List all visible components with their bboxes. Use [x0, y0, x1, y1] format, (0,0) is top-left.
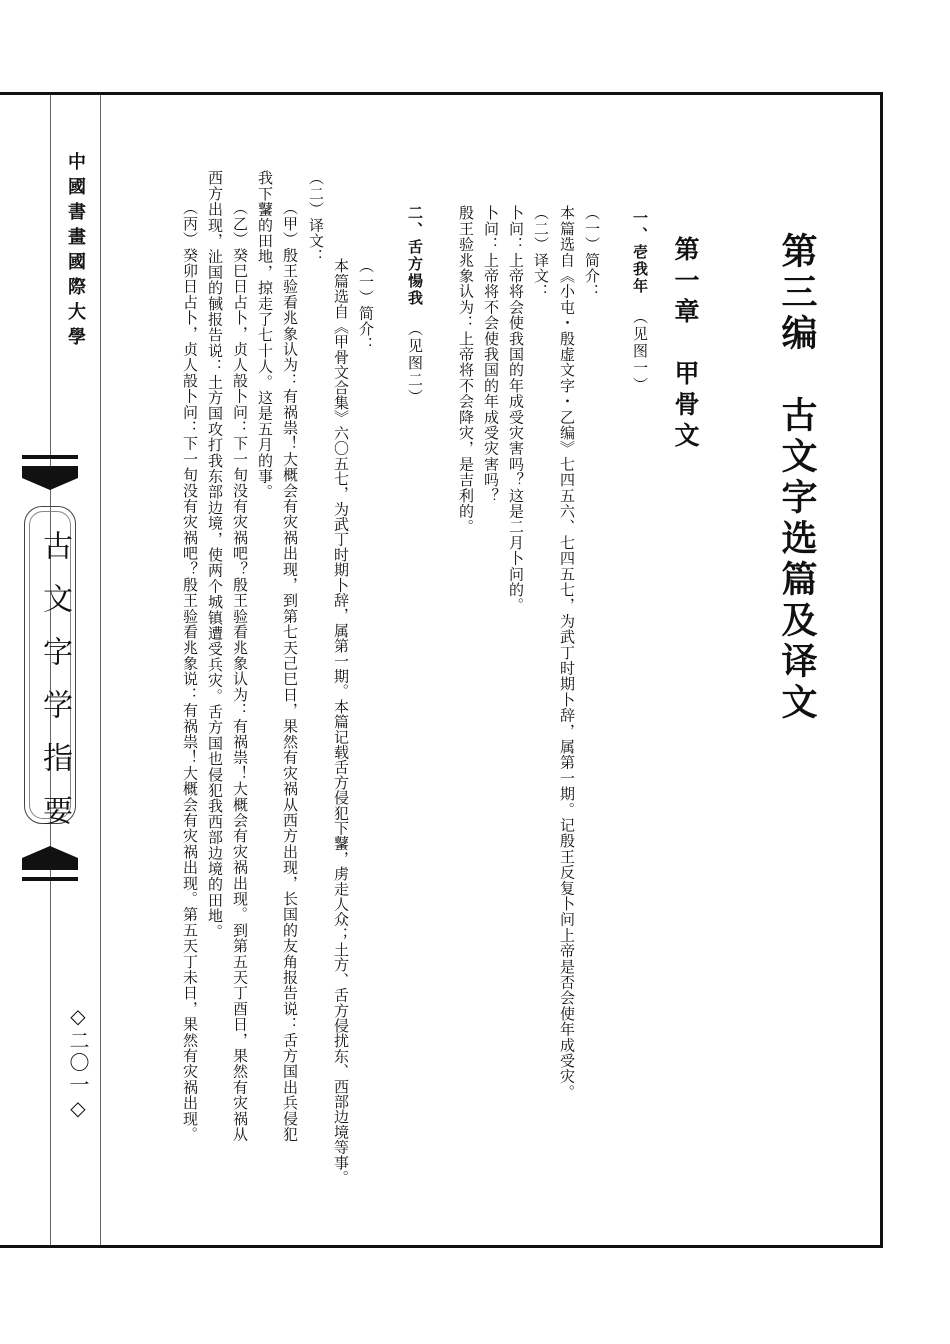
section-2-line-6: （乙）癸巳日占卜，贞人㱿卜问：下一旬没有灾祸吧？殷王验看兆象认为：有祸祟！大概会有灾祸出现。到第五天丁酉日，果然有灾祸从: [231, 200, 249, 1142]
section-2-line-7: 西方出现，沚国的戫报告说：土方国攻打我东部边境，使两个城镇遭受兵灾。舌方国也侵犯我西部边境的田地。: [206, 170, 224, 940]
book-title-bottom-bar: [22, 877, 78, 881]
page-number: ◇二〇一◇: [66, 1004, 90, 1122]
section-2-heading-text: 二、舌方愓我: [406, 205, 424, 307]
section-2-line-5: 我下鼜的田地，掠走了七十人。这是五月的事。: [256, 170, 274, 500]
section-1-line-2: 本篇选自《小屯・殷虚文字・乙编》七四五六、七四五七，为武丁时期卜辞，属第一期。记殷王反复卜问上帝是否会使年成受灾。: [558, 205, 576, 1100]
school-name: 中國書畫國際大學: [65, 152, 86, 352]
book-title-top-chevron: [22, 466, 78, 490]
section-2-line-8: （丙）癸卯日占卜，贞人㱿卜问：下一旬没有灾祸吧？殷王验看兆象说：有祸祟！大概会有灾祸出现。第五天丁未日，果然有灾祸出现。: [181, 200, 199, 1142]
section-1-line-1: （一）简介：: [583, 205, 601, 300]
section-2-line-4: （甲）殷王验看兆象认为：有祸祟！大概会有灾祸出现，到第七天己巳日，果然有灾祸从西方出现，长国的友角报告说：舌方国出兵侵犯: [281, 200, 299, 1142]
book-title-top-bar: [22, 455, 78, 459]
book-title-bottom-chevron: [22, 846, 78, 870]
section-1-heading-text: 一、壱我年: [631, 210, 649, 295]
part-title: 第三编 古文字选篇及译文: [776, 232, 818, 724]
book-title: 古文字学指要: [37, 530, 72, 848]
section-2-figure-note: （见图二）: [406, 321, 424, 406]
section-1-heading: [630, 210, 651, 394]
section-2-line-3: （二）译文：: [307, 170, 325, 265]
section-2-line-2: 本篇选自《甲骨文合集》六〇五七，为武丁时期卜辞，属第一期。本篇记载舌方侵犯下鼜，虏走人众；土方、舌方侵扰东、西部边境等事。: [332, 258, 350, 1185]
page-border: [0, 92, 883, 1248]
section-1-figure-note: （见图一）: [631, 309, 649, 394]
section-1-line-4: 卜问：上帝将会使我国的年成受灾害吗？这是二月卜问的。: [507, 205, 525, 614]
gutter-line-right: [100, 95, 101, 1245]
section-1-line-5: 卜问：上帝将不会使我国的年成受灾害吗？: [482, 205, 500, 504]
section-2-heading: [405, 205, 426, 406]
section-1-line-6: 殷王验兆象认为：上帝将不会降灾，是吉利的。: [457, 205, 475, 535]
section-2-line-1: （一）简介：: [357, 258, 375, 353]
section-1-line-3: （二）译文：: [532, 205, 550, 300]
chapter-title: 第一章 甲骨文: [671, 236, 700, 453]
